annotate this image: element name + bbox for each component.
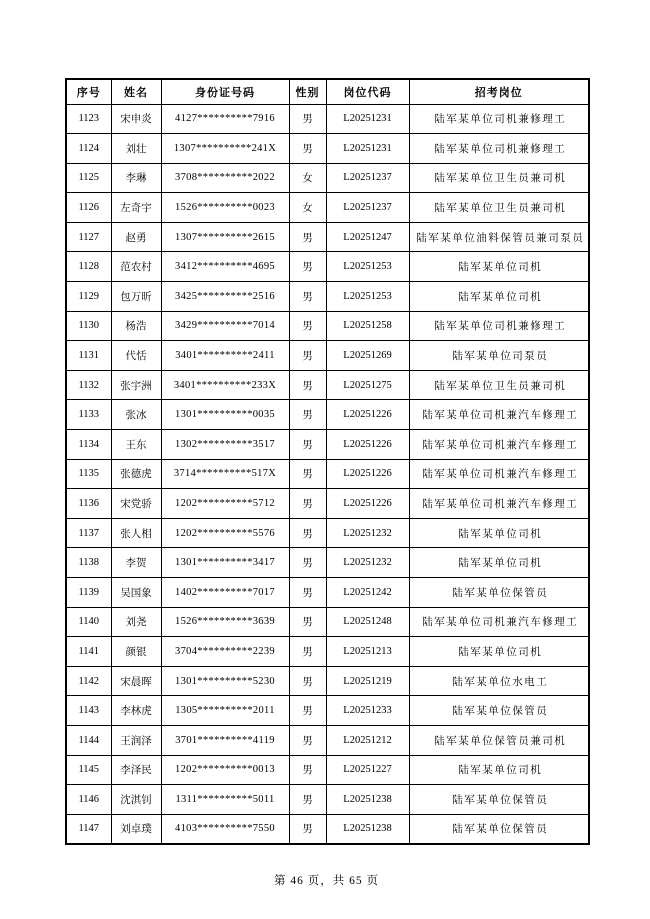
- cell-job-title: 陆军某单位司机兼汽车修理工: [409, 607, 589, 637]
- cell-job-title: 陆军某单位油料保管员兼司泵员: [409, 222, 589, 252]
- cell-gender: 男: [289, 548, 326, 578]
- cell-name: 沈淇钊: [111, 785, 161, 815]
- cell-job-code: L20251238: [326, 785, 409, 815]
- cell-name: 杨浩: [111, 311, 161, 341]
- table-row: [66, 252, 589, 282]
- table-row: [66, 666, 589, 696]
- cell-job-code: L20251275: [326, 370, 409, 400]
- cell-name: 宋党骄: [111, 489, 161, 519]
- cell-gender: 男: [289, 104, 326, 134]
- cell-index: 1138: [66, 548, 111, 578]
- cell-id-number: 1202**********5712: [161, 489, 289, 519]
- cell-job-title: 陆军某单位保管员: [409, 578, 589, 608]
- recruitment-roster-table: [65, 78, 590, 845]
- cell-job-code: L20251226: [326, 459, 409, 489]
- cell-job-title: 陆军某单位司机: [409, 252, 589, 282]
- table-row: [66, 341, 589, 371]
- cell-index: 1126: [66, 193, 111, 223]
- table-row: [66, 518, 589, 548]
- cell-id-number: 4127**********7916: [161, 104, 289, 134]
- cell-name: 李贺: [111, 548, 161, 578]
- cell-gender: 男: [289, 725, 326, 755]
- cell-job-title: 陆军某单位司机兼汽车修理工: [409, 489, 589, 519]
- cell-job-title: 陆军某单位司机: [409, 637, 589, 667]
- cell-name: 吴国象: [111, 578, 161, 608]
- cell-id-number: 1307**********2615: [161, 222, 289, 252]
- cell-gender: 男: [289, 755, 326, 785]
- cell-job-title: 陆军某单位司机兼汽车修理工: [409, 459, 589, 489]
- cell-gender: 男: [289, 400, 326, 430]
- cell-gender: 女: [289, 163, 326, 193]
- cell-index: 1142: [66, 666, 111, 696]
- cell-job-title: 陆军某单位卫生员兼司机: [409, 370, 589, 400]
- cell-job-code: L20251226: [326, 489, 409, 519]
- cell-job-code: L20251212: [326, 725, 409, 755]
- cell-name: 王东: [111, 430, 161, 460]
- cell-index: 1137: [66, 518, 111, 548]
- cell-job-title: 陆军某单位司机兼汽车修理工: [409, 430, 589, 460]
- cell-job-code: L20251231: [326, 134, 409, 164]
- cell-job-code: L20251248: [326, 607, 409, 637]
- cell-gender: 男: [289, 785, 326, 815]
- table-row: [66, 725, 589, 755]
- cell-job-title: 陆军某单位保管员兼司机: [409, 725, 589, 755]
- cell-index: 1147: [66, 814, 111, 844]
- cell-job-title: 陆军某单位司泵员: [409, 341, 589, 371]
- cell-index: 1128: [66, 252, 111, 282]
- cell-job-code: L20251232: [326, 518, 409, 548]
- cell-name: 颜银: [111, 637, 161, 667]
- table-row: [66, 311, 589, 341]
- cell-job-title: 陆军某单位卫生员兼司机: [409, 163, 589, 193]
- cell-id-number: 1301**********5230: [161, 666, 289, 696]
- cell-name: 张德虎: [111, 459, 161, 489]
- table-row: [66, 222, 589, 252]
- cell-index: 1136: [66, 489, 111, 519]
- cell-index: 1124: [66, 134, 111, 164]
- cell-index: 1134: [66, 430, 111, 460]
- table-row: [66, 607, 589, 637]
- column-header-id-number: 身份证号码: [161, 79, 289, 104]
- cell-job-code: L20251242: [326, 578, 409, 608]
- cell-gender: 男: [289, 282, 326, 312]
- cell-job-code: L20251237: [326, 163, 409, 193]
- cell-name: 刘尧: [111, 607, 161, 637]
- cell-index: 1129: [66, 282, 111, 312]
- cell-name: 李林虎: [111, 696, 161, 726]
- cell-job-code: L20251237: [326, 193, 409, 223]
- table-row: [66, 814, 589, 844]
- cell-job-title: 陆军某单位司机: [409, 755, 589, 785]
- cell-job-code: L20251219: [326, 666, 409, 696]
- table-row: [66, 163, 589, 193]
- cell-job-code: L20251232: [326, 548, 409, 578]
- cell-id-number: 3412**********4695: [161, 252, 289, 282]
- cell-name: 张冰: [111, 400, 161, 430]
- cell-id-number: 4103**********7550: [161, 814, 289, 844]
- cell-job-title: 陆军某单位司机兼汽车修理工: [409, 400, 589, 430]
- cell-id-number: 3704**********2239: [161, 637, 289, 667]
- cell-name: 刘卓璞: [111, 814, 161, 844]
- cell-gender: 男: [289, 578, 326, 608]
- table-row: [66, 193, 589, 223]
- cell-index: 1127: [66, 222, 111, 252]
- cell-gender: 男: [289, 341, 326, 371]
- cell-id-number: 3701**********4119: [161, 725, 289, 755]
- cell-id-number: 1301**********0035: [161, 400, 289, 430]
- cell-id-number: 3708**********2022: [161, 163, 289, 193]
- cell-gender: 男: [289, 696, 326, 726]
- cell-job-title: 陆军某单位司机兼修理工: [409, 311, 589, 341]
- cell-index: 1143: [66, 696, 111, 726]
- cell-job-title: 陆军某单位司机: [409, 518, 589, 548]
- cell-id-number: 3714**********517X: [161, 459, 289, 489]
- cell-index: 1145: [66, 755, 111, 785]
- cell-index: 1133: [66, 400, 111, 430]
- cell-job-code: L20251258: [326, 311, 409, 341]
- cell-job-title: 陆军某单位司机: [409, 282, 589, 312]
- cell-name: 刘壮: [111, 134, 161, 164]
- cell-job-title: 陆军某单位司机兼修理工: [409, 104, 589, 134]
- cell-job-code: L20251247: [326, 222, 409, 252]
- cell-job-title: 陆军某单位司机: [409, 548, 589, 578]
- cell-index: 1130: [66, 311, 111, 341]
- cell-name: 包万昕: [111, 282, 161, 312]
- table-row: [66, 282, 589, 312]
- table-row: [66, 548, 589, 578]
- cell-name: 李琳: [111, 163, 161, 193]
- cell-job-code: L20251253: [326, 252, 409, 282]
- table-row: [66, 430, 589, 460]
- cell-gender: 男: [289, 459, 326, 489]
- cell-id-number: 1526**********0023: [161, 193, 289, 223]
- cell-gender: 男: [289, 814, 326, 844]
- table-row: [66, 400, 589, 430]
- cell-job-code: L20251226: [326, 430, 409, 460]
- table-row: [66, 134, 589, 164]
- cell-name: 赵勇: [111, 222, 161, 252]
- cell-index: 1131: [66, 341, 111, 371]
- cell-index: 1144: [66, 725, 111, 755]
- cell-gender: 男: [289, 489, 326, 519]
- cell-job-code: L20251227: [326, 755, 409, 785]
- cell-gender: 男: [289, 252, 326, 282]
- cell-gender: 男: [289, 637, 326, 667]
- cell-job-code: L20251238: [326, 814, 409, 844]
- cell-id-number: 3401**********2411: [161, 341, 289, 371]
- cell-name: 李泽民: [111, 755, 161, 785]
- cell-gender: 男: [289, 518, 326, 548]
- cell-name: 王润泽: [111, 725, 161, 755]
- table-body: [66, 104, 589, 844]
- cell-index: 1123: [66, 104, 111, 134]
- cell-index: 1135: [66, 459, 111, 489]
- column-header-job-title: 招考岗位: [409, 79, 589, 104]
- table-row: [66, 755, 589, 785]
- cell-job-title: 陆军某单位水电工: [409, 666, 589, 696]
- cell-job-title: 陆军某单位保管员: [409, 696, 589, 726]
- cell-gender: 男: [289, 311, 326, 341]
- cell-job-code: L20251213: [326, 637, 409, 667]
- column-header-index: 序号: [66, 79, 111, 104]
- cell-name: 张人相: [111, 518, 161, 548]
- cell-index: 1140: [66, 607, 111, 637]
- cell-gender: 女: [289, 193, 326, 223]
- cell-gender: 男: [289, 430, 326, 460]
- table-header-row: [66, 79, 589, 104]
- cell-job-title: 陆军某单位保管员: [409, 814, 589, 844]
- cell-job-title: 陆军某单位司机兼修理工: [409, 134, 589, 164]
- cell-gender: 男: [289, 370, 326, 400]
- column-header-gender: 性别: [289, 79, 326, 104]
- table-row: [66, 104, 589, 134]
- cell-index: 1139: [66, 578, 111, 608]
- cell-gender: 男: [289, 222, 326, 252]
- table-row: [66, 637, 589, 667]
- cell-id-number: 1526**********3639: [161, 607, 289, 637]
- column-header-job-code: 岗位代码: [326, 79, 409, 104]
- table-row: [66, 489, 589, 519]
- cell-id-number: 1305**********2011: [161, 696, 289, 726]
- cell-index: 1141: [66, 637, 111, 667]
- cell-name: 张宇洲: [111, 370, 161, 400]
- cell-job-title: 陆军某单位卫生员兼司机: [409, 193, 589, 223]
- cell-job-code: L20251253: [326, 282, 409, 312]
- cell-id-number: 3401**********233X: [161, 370, 289, 400]
- table-row: [66, 578, 589, 608]
- cell-id-number: 1307**********241X: [161, 134, 289, 164]
- table-row: [66, 785, 589, 815]
- cell-job-title: 陆军某单位保管员: [409, 785, 589, 815]
- cell-job-code: L20251233: [326, 696, 409, 726]
- cell-name: 左奇宇: [111, 193, 161, 223]
- cell-index: 1125: [66, 163, 111, 193]
- cell-gender: 男: [289, 607, 326, 637]
- cell-name: 代恬: [111, 341, 161, 371]
- cell-index: 1132: [66, 370, 111, 400]
- cell-id-number: 1402**********7017: [161, 578, 289, 608]
- cell-name: 范农村: [111, 252, 161, 282]
- cell-job-code: L20251226: [326, 400, 409, 430]
- column-header-name: 姓名: [111, 79, 161, 104]
- cell-gender: 男: [289, 134, 326, 164]
- cell-id-number: 3429**********7014: [161, 311, 289, 341]
- cell-id-number: 3425**********2516: [161, 282, 289, 312]
- table-row: [66, 696, 589, 726]
- cell-name: 宋晨晖: [111, 666, 161, 696]
- cell-id-number: 1302**********3517: [161, 430, 289, 460]
- page-number-footer: 第 46 页，共 65 页: [274, 875, 379, 887]
- cell-id-number: 1202**********0013: [161, 755, 289, 785]
- cell-job-code: L20251269: [326, 341, 409, 371]
- table-row: [66, 459, 589, 489]
- cell-id-number: 1311**********5011: [161, 785, 289, 815]
- cell-job-code: L20251231: [326, 104, 409, 134]
- cell-gender: 男: [289, 666, 326, 696]
- cell-index: 1146: [66, 785, 111, 815]
- cell-name: 宋申炎: [111, 104, 161, 134]
- cell-id-number: 1202**********5576: [161, 518, 289, 548]
- table-row: [66, 370, 589, 400]
- cell-id-number: 1301**********3417: [161, 548, 289, 578]
